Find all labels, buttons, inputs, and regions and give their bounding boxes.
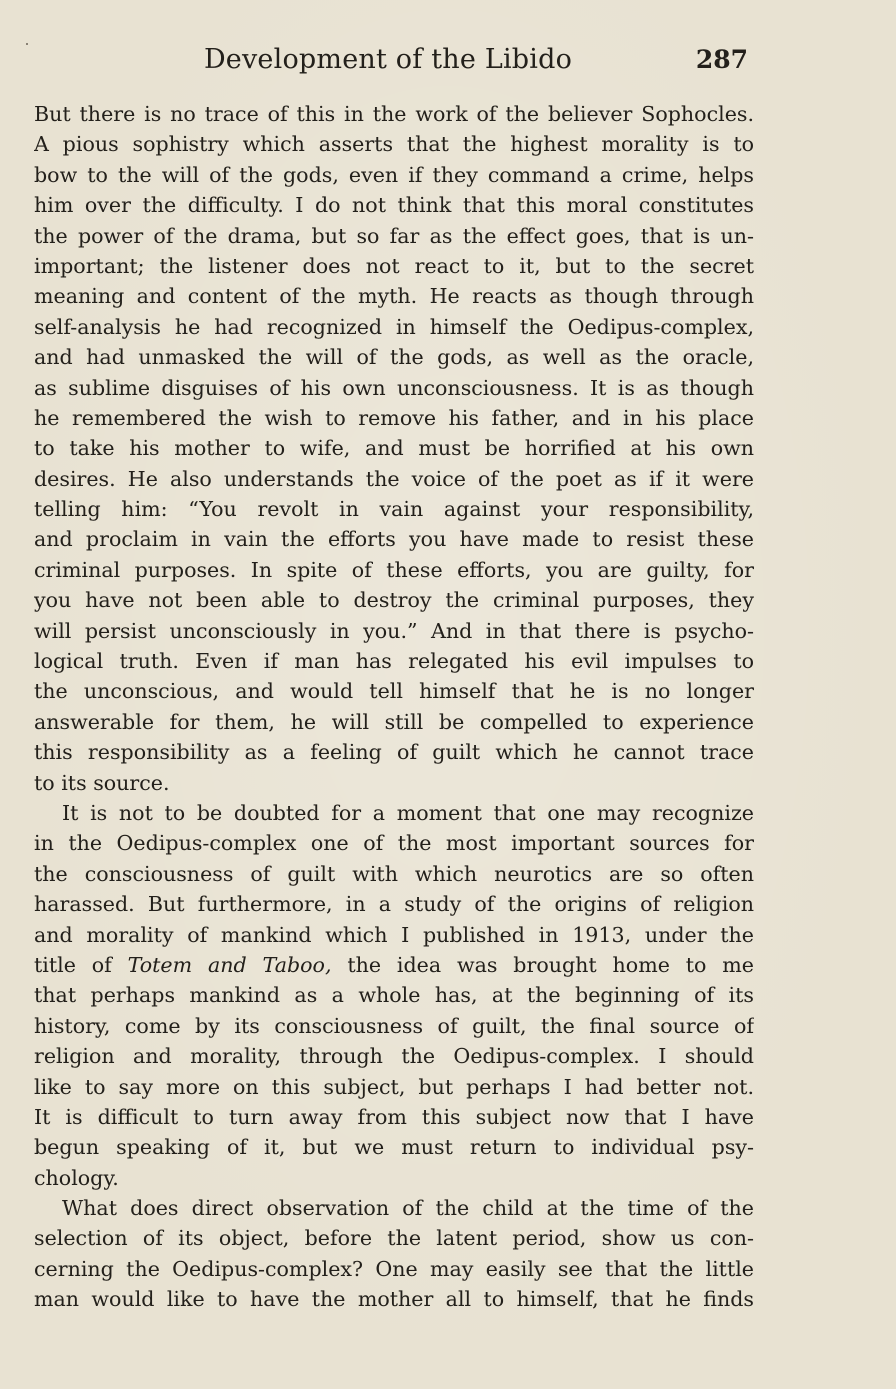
text-line: It is not to be doubted for a moment that one may recognize: [62, 800, 754, 825]
text-line: to its source.: [34, 770, 170, 795]
page-number: 287: [695, 45, 748, 74]
text-line: What does direct observation of the child at the time of the: [62, 1196, 754, 1221]
text-line: to take his mother to wife, and must be horrified at his own: [34, 436, 754, 461]
text-line: important; the listener does not react to it, but to the secret: [34, 253, 754, 278]
text-line: meaning and content of the myth. He reacts as though through: [34, 284, 754, 309]
text-line: criminal purposes. In spite of these efforts, you are guilty, for: [34, 557, 754, 582]
text-line: him over the difficulty. I do not think that this moral constitutes: [34, 193, 754, 218]
text-line: will persist unconsciously in you.” And in that there is psycho-: [34, 618, 754, 643]
text-line: selection of its object, before the latent period, show us con-: [34, 1226, 754, 1251]
text-segment: title of: [34, 952, 128, 977]
book-title-italic: Totem and Taboo,: [127, 952, 332, 977]
text-line: and had unmasked the will of the gods, as well as the oracle,: [34, 345, 754, 370]
text-line: the unconscious, and would tell himself that he is no longer: [34, 679, 754, 704]
text-line: cerning the Oedipus-complex? One may easily see that the little: [34, 1256, 754, 1281]
text-line: religion and morality, through the Oedipus-complex. I should: [34, 1044, 754, 1069]
text-line: It is difficult to turn away from this subject now that I have: [34, 1104, 754, 1129]
body-text: [34, 99, 754, 1315]
text-line: chology.: [34, 1165, 119, 1190]
text-line: this responsibility as a feeling of guilt which he cannot trace: [34, 740, 754, 765]
text-line: and proclaim in vain the efforts you have made to resist these: [34, 527, 754, 552]
text-line: man would like to have the mother all to himself, that he finds: [34, 1287, 754, 1312]
text-line: the consciousness of guilt with which neurotics are so often: [34, 861, 754, 886]
text-line: history, come by its consciousness of guilt, the final source of: [34, 1013, 754, 1038]
text-line: harassed. But furthermore, in a study of the origins of religion: [34, 892, 754, 917]
text-line: like to say more on this subject, but perhaps I had better not.: [34, 1074, 754, 1099]
text-line: the power of the drama, but so far as the effect goes, that is un-: [34, 223, 754, 248]
text-line: that perhaps mankind as a whole has, at the beginning of its: [34, 983, 754, 1008]
text-line: begun speaking of it, but we must return to individual psy-: [34, 1135, 754, 1160]
text-line: self-analysis he had recognized in himself the Oedipus-complex,: [34, 314, 754, 339]
text-line: But there is no trace of this in the work of the believer Sophocles.: [34, 102, 754, 126]
running-head: [0, 40, 896, 80]
text-line: answerable for them, he will still be compelled to experience: [34, 709, 754, 734]
text-line: you have not been able to destroy the criminal purposes, they: [34, 588, 754, 613]
text-line: desires. He also understands the voice of the poet as if it were: [34, 466, 754, 491]
running-head-title: Development of the Libido: [203, 44, 573, 75]
text-line: as sublime disguises of his own unconsciousness. It is as though: [34, 375, 754, 400]
text-line: telling him: “You revolt in vain against your responsibility,: [34, 497, 754, 522]
text-segment: the idea was brought home to me: [331, 952, 754, 977]
text-line: and morality of mankind which I published in 1913, under the: [34, 922, 754, 947]
text-line: bow to the will of the gods, even if they command a crime, helps: [34, 162, 754, 187]
text-line: A pious sophistry which asserts that the highest morality is to: [34, 132, 754, 157]
text-line: he remembered the wish to remove his father, and in his place: [34, 405, 754, 430]
text-line: in the Oedipus-complex one of the most important sources for: [34, 831, 754, 856]
text-line: logical truth. Even if man has relegated his evil impulses to: [34, 649, 754, 674]
text-line: [34, 950, 754, 980]
